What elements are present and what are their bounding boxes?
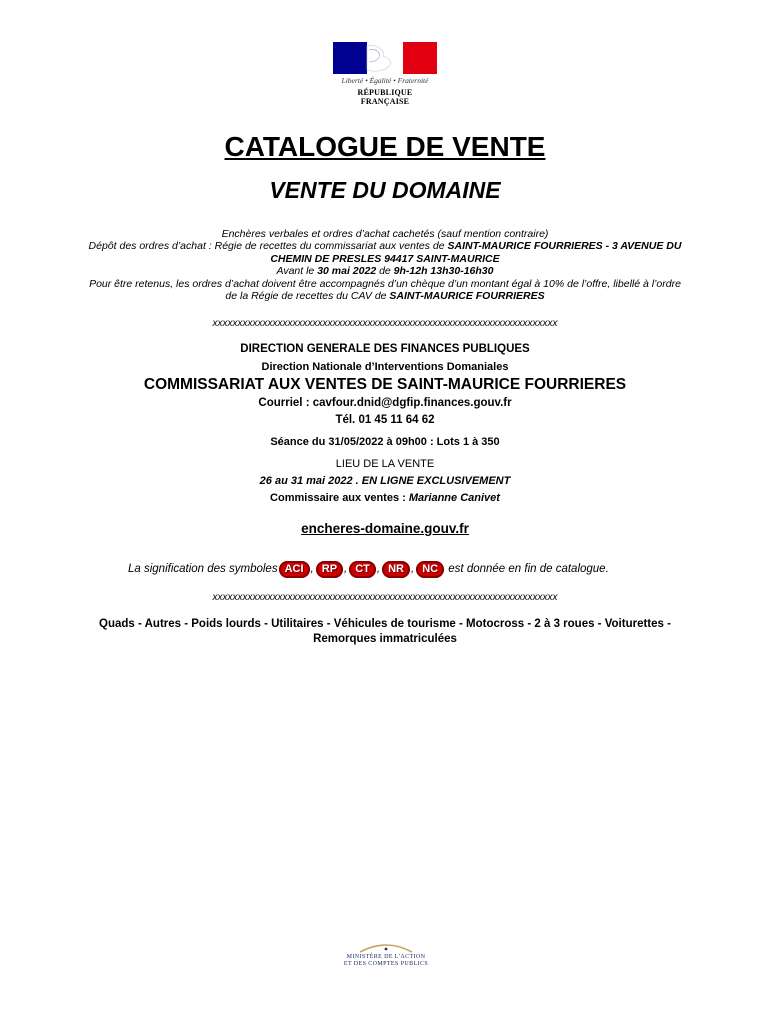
categories-line-2: Remorques immatriculées — [313, 633, 457, 645]
symbols-prefix: La signification des symboles — [128, 563, 278, 575]
info-line-3-address: CHEMIN DE PRESLES 94417 SAINT-MAURICE — [270, 252, 500, 265]
symbols-legend: La signification des symboles ACI , RP , CT , NR , NC est donnée en fin de catalogue. — [128, 559, 728, 579]
auctioneer-line — [0, 492, 770, 504]
info-line-1: Enchères verbales et ordres d’achat cachetés (sauf mention contraire) — [221, 228, 549, 240]
info-line-4-prefix: Avant le — [276, 265, 318, 278]
info-line-6 — [0, 290, 770, 302]
info-line-5: Pour être retenus, les ordres d’achat doivent être accompagnés d’un chèque d’un montant égal à 10% de l’offre, libellé à l’ordre — [89, 277, 681, 290]
info-line-2 — [0, 240, 770, 252]
vehicle-categories — [0, 617, 770, 647]
republique-francaise-logo — [333, 42, 437, 106]
contact-phone: Tél. 01 45 11 64 62 — [335, 414, 435, 426]
sale-info-block — [0, 228, 770, 302]
ministry-logo — [338, 940, 434, 976]
info-line-6-prefix: de la Régie de recettes du CAV de — [225, 290, 390, 303]
deadline-hours: 9h-12h 13h30-16h30 — [393, 265, 494, 278]
website-link[interactable]: encheres-domaine.gouv.fr — [301, 521, 469, 536]
commissariat-heading: COMMISSARIAT AUX VENTES DE SAINT-MAURICE FOURRIERES — [143, 376, 627, 393]
dgfip-heading: DIRECTION GENERALE DES FINANCES PUBLIQUES — [240, 343, 530, 355]
ministry-arc-icon — [356, 940, 416, 954]
logo-motto: Liberté • Égalité • Fraternité — [341, 76, 429, 85]
info-line-4 — [0, 265, 770, 277]
ministry-line-2: ET DES COMPTES PUBLICS — [343, 961, 429, 967]
symbol-nr-badge: NR — [382, 561, 410, 578]
info-line-2-prefix: Dépôt des ordres d’achat : Régie de recettes du commissariat aux ventes de — [88, 240, 448, 253]
info-line-2-address: SAINT-MAURICE FOURRIERES - 3 AVENUE DU — [447, 240, 682, 253]
auctioneer-name: Marianne Canivet — [408, 492, 500, 504]
info-line-4-mid: de — [376, 265, 394, 278]
session-info: Séance du 31/05/2022 à 09h00 : Lots 1 à 350 — [270, 436, 500, 448]
logo-name: RÉPUBLIQUE FRANÇAISE — [357, 88, 413, 106]
symbol-ct-badge: CT — [349, 561, 376, 578]
sale-location-dates: 26 au 31 mai 2022 . EN LIGNE EXCLUSIVEMENT — [259, 475, 511, 487]
separator-line: xxxxxxxxxxxxxxxxxxxxxxxxxxxxxxxxxxxxxxxxxxxxxxxxxxxxxxxxxxxxxxxxxxxxx — [212, 318, 558, 329]
marianne-flag-icon — [333, 42, 437, 74]
deadline-date: 30 mai 2022 — [317, 265, 377, 278]
auctioneer-label: Commissaire aux ventes : — [270, 492, 409, 504]
categories-line-1: Quads - Autres - Poids lourds - Utilitaires - Véhicules de tourisme - Motocross - 2 à 3 roues - Voiturettes - — [99, 618, 671, 630]
contact-email: Courriel : cavfour.dnid@dgfip.finances.gouv.fr — [258, 397, 512, 409]
symbol-rp-badge: RP — [316, 561, 343, 578]
info-line-3 — [0, 253, 770, 265]
page-subtitle: VENTE DU DOMAINE — [269, 177, 501, 203]
symbol-nc-badge: NC — [416, 561, 444, 578]
separator-line: xxxxxxxxxxxxxxxxxxxxxxxxxxxxxxxxxxxxxxxxxxxxxxxxxxxxxxxxxxxxxxxxxxxxx — [212, 592, 558, 603]
page-title: CATALOGUE DE VENTE — [224, 131, 546, 162]
sale-location-title: LIEU DE LA VENTE — [335, 458, 435, 470]
symbol-aci-badge: ACI — [279, 561, 310, 578]
symbols-suffix: est donnée en fin de catalogue. — [445, 563, 609, 575]
info-line-6-regie: SAINT-MAURICE FOURRIERES — [389, 290, 545, 303]
dnid-heading: Direction Nationale d’Interventions Domaniales — [261, 361, 509, 373]
ministry-line-1: MINISTÈRE DE L'ACTION — [346, 954, 426, 960]
